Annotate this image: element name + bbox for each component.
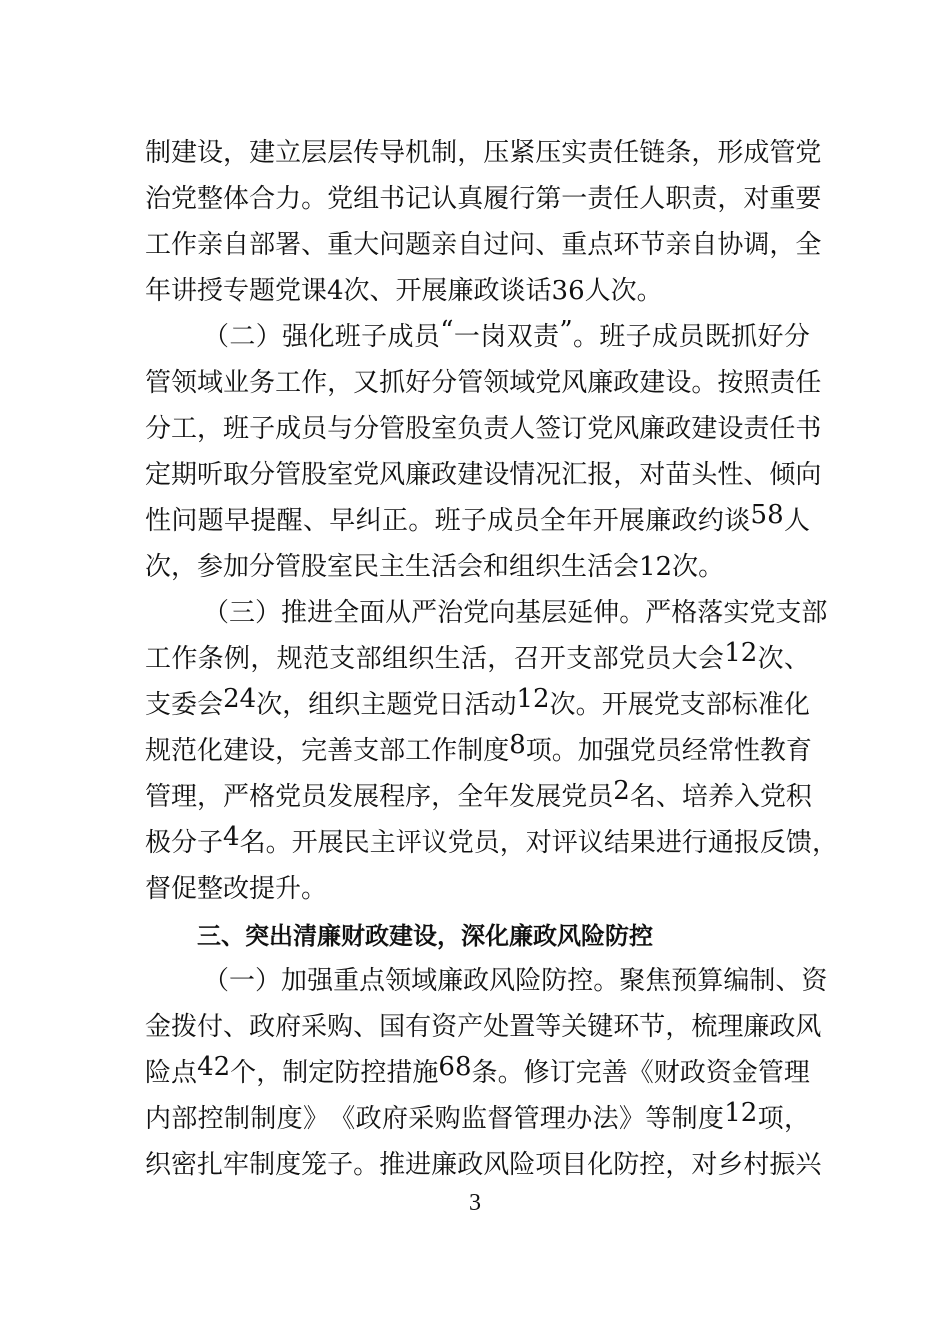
text-line: 支 委 会 24 次 ， 组 织 主 题 党 日 活 动 12 次 。 开 展 党 支 部 标 准 化 <box>145 684 810 720</box>
text-line: 内 部 控 制 制 度 》 《 政 府 采 购 监 督 管 理 办 法 》 等 制 度 12 项 ， <box>145 1098 810 1134</box>
text-line: （ 一 ） 加 强 重 点 领 域 廉 政 风 险 防 控 。 聚 焦 预 算 编 制 、 资 <box>203 966 828 996</box>
page-number: 3 <box>469 1190 481 1216</box>
text-line: （ 三 ） 推 进 全 面 从 严 治 党 向 基 层 延 伸 。 严 格 落 实 党 支 部 <box>203 598 828 628</box>
text-line: 性 问 题 早 提 醒 、 早 纠 正 。 班 子 成 员 全 年 开 展 廉 政 约 谈 58 人 <box>145 500 810 536</box>
text-line: 规 范 化 建 设 ， 完 善 支 部 工 作 制 度 8 项 。 加 强 党 员 经 常 性 教 育 <box>145 730 812 766</box>
text-line: 织 密 扎 牢 制 度 笼 子 。 推 进 廉 政 风 险 项 目 化 防 控 ， 对 乡 村 振 兴 <box>145 1150 822 1180</box>
text-line: 金 拨 付 、 政 府 采 购 、 国 有 资 产 处 置 等 关 键 环 节 ， 梳 理 廉 政 风 <box>145 1012 822 1042</box>
text-line: 工 作 条 例 ， 规 范 支 部 组 织 生 活 ， 召 开 支 部 党 员 大 会 12 次 、 <box>145 638 810 674</box>
text-line: 制 建 设 ， 建 立 层 层 传 导 机 制 ， 压 紧 压 实 责 任 链 条 ， 形 成 管 党 <box>145 138 822 168</box>
text-line: 分 工 ， 班 子 成 员 与 分 管 股 室 负 责 人 签 订 党 风 廉 政 建 设 责 任 书 <box>145 414 822 444</box>
text-line: 险 点 42 个 ， 制 定 防 控 措 施 68 条 。 修 订 完 善 《 财 政 资 金 管 理 <box>145 1052 810 1088</box>
text-line: 管 理 ， 严 格 党 员 发 展 程 序 ， 全 年 发 展 党 员 2 名 、 培 养 入 党 积 <box>145 776 812 812</box>
text-line: （ 二 ） 强 化 班 子 成 员 “ 一 岗 双 责 ” 。 班 子 成 员 既 抓 好 分 <box>203 316 810 352</box>
text-line: 工 作 亲 自 部 署 、 重 大 问 题 亲 自 过 问 、 重 点 环 节 亲 自 协 调 ， 全 <box>145 230 822 260</box>
text-line: 年讲授专题党课4次、开展廉政谈话36人次。 <box>145 276 663 306</box>
text-line: 定 期 听 取 分 管 股 室 党 风 廉 政 建 设 情 况 汇 报 ， 对 苗 头 性 、 倾 向 <box>145 460 822 490</box>
text-line: 极 分 子 4 名 。 开 展 民 主 评 议 党 员 ， 对 评 议 结 果 进 行 通 报 反 馈 ， <box>145 822 838 858</box>
text-line: 管 领 域 业 务 工 作 ， 又 抓 好 分 管 领 域 党 风 廉 政 建 设 。 按 照 责 任 <box>145 368 822 398</box>
section-heading: 三、突出清廉财政建设，深化廉政风险防控 <box>197 922 653 950</box>
text-line: 督促整改提升。 <box>145 874 328 904</box>
text-line: 次，参加分管股室民主生活会和组织生活会12次。 <box>145 552 725 582</box>
text-line: 治 党 整 体 合 力 。 党 组 书 记 认 真 履 行 第 一 责 任 人 职 责 ， 对 重 要 <box>145 184 822 214</box>
